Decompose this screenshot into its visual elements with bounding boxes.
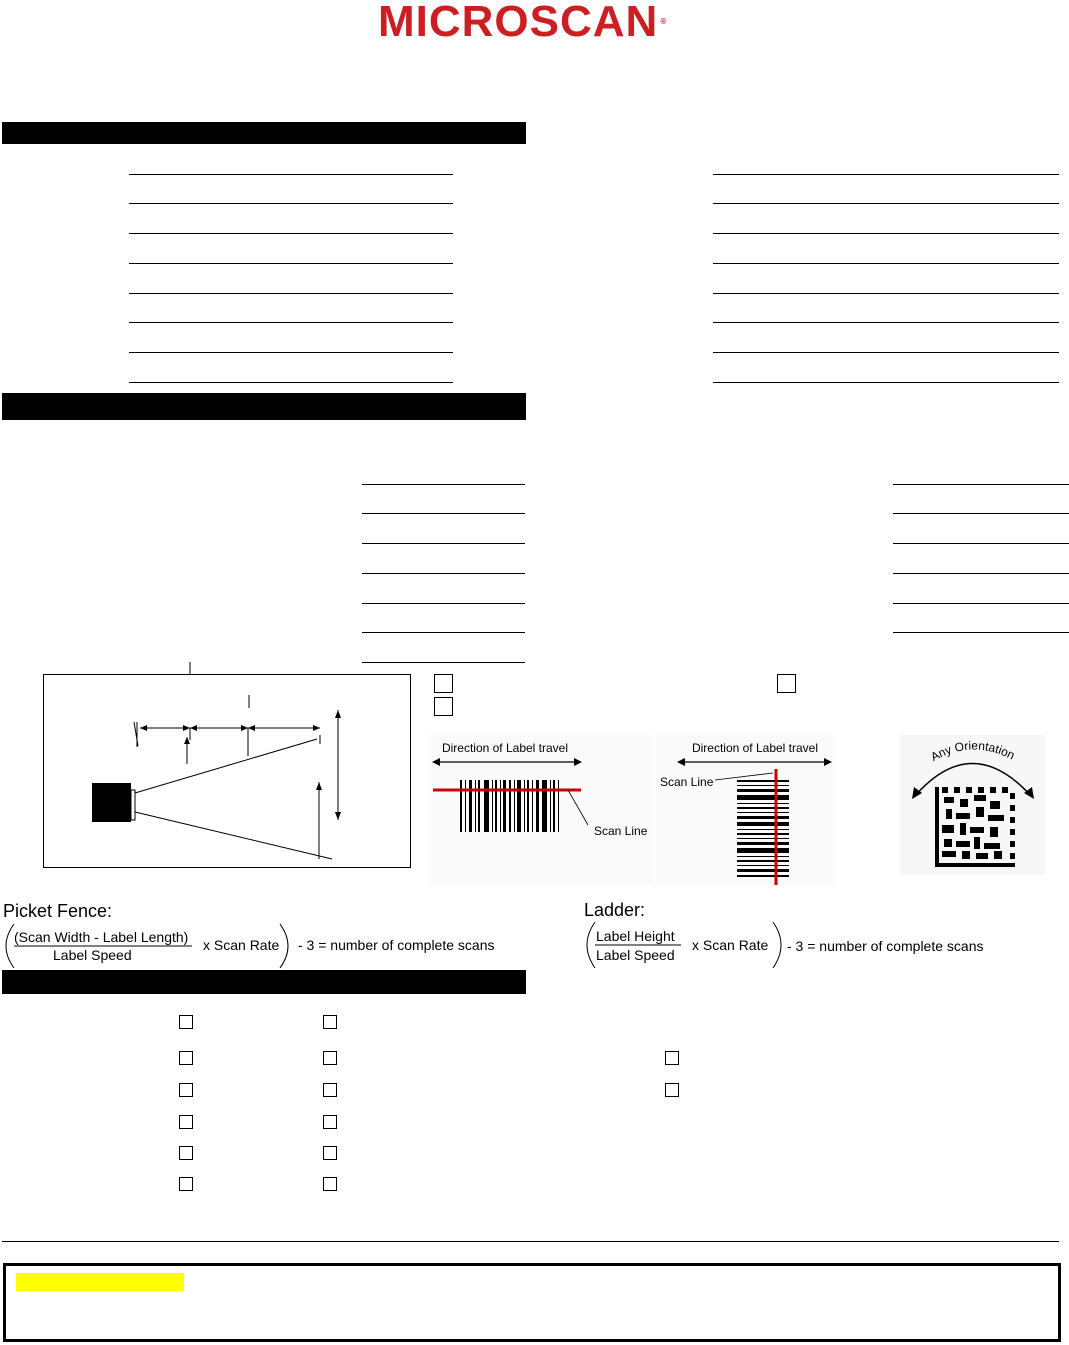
option-checkbox[interactable] [179, 1015, 193, 1029]
mode-checkbox-2[interactable] [434, 697, 453, 716]
field-line[interactable] [362, 573, 525, 574]
field-line[interactable] [713, 322, 1059, 323]
picket-direction-label: Direction of Label travel [441, 741, 569, 755]
field-line[interactable] [362, 603, 525, 604]
field-line[interactable] [362, 484, 525, 485]
ladder-multiplier: x Scan Rate [692, 937, 769, 953]
field-line[interactable] [713, 382, 1059, 383]
scanner-geometry-diagram [40, 660, 415, 872]
option-checkbox[interactable] [665, 1083, 679, 1097]
field-line[interactable] [129, 322, 453, 323]
option-checkbox[interactable] [323, 1051, 337, 1065]
picket-fence-title: Picket Fence: [3, 901, 113, 921]
field-line[interactable] [129, 382, 453, 383]
ladder-direction-label: Direction of Label travel [691, 741, 819, 755]
picket-fence-denominator: Label Speed [53, 947, 132, 963]
ladder-numerator: Label Height [596, 928, 675, 944]
picket-fence-multiplier: x Scan Rate [203, 937, 280, 953]
field-line[interactable] [893, 632, 1069, 633]
field-line[interactable] [713, 203, 1059, 204]
picket-fence-tail: - 3 = number of complete scans [298, 937, 495, 953]
field-line[interactable] [893, 573, 1069, 574]
ladder-denominator: Label Speed [596, 947, 675, 963]
ladder-title: Ladder: [584, 900, 646, 920]
highlight-marker [16, 1273, 184, 1291]
section-header-bar-3 [2, 970, 526, 994]
field-line[interactable] [129, 263, 453, 264]
option-checkbox[interactable] [665, 1051, 679, 1065]
omni-orientation-label: Any Orientation [928, 738, 1018, 765]
field-line[interactable] [362, 513, 525, 514]
option-checkbox[interactable] [179, 1146, 193, 1160]
option-checkbox[interactable] [323, 1115, 337, 1129]
picket-scan-line-label: Scan Line [594, 824, 648, 838]
field-line[interactable] [893, 603, 1069, 604]
option-checkbox[interactable] [179, 1083, 193, 1097]
field-line[interactable] [713, 293, 1059, 294]
logo-text: MICROSCAN [378, 0, 659, 46]
ladder-scan-line-label: Scan Line [660, 775, 714, 789]
field-line[interactable] [362, 632, 525, 633]
mode-checkbox-1[interactable] [434, 674, 453, 693]
field-line[interactable] [713, 263, 1059, 264]
field-line[interactable] [893, 513, 1069, 514]
option-checkbox[interactable] [323, 1015, 337, 1029]
field-line[interactable] [129, 203, 453, 204]
option-checkbox[interactable] [323, 1146, 337, 1160]
picket-fence-formula [2, 921, 522, 971]
field-line[interactable] [713, 352, 1059, 353]
section-header-bar-2 [2, 393, 526, 420]
field-line[interactable] [129, 352, 453, 353]
option-checkbox[interactable] [179, 1051, 193, 1065]
ladder-formula [583, 919, 1023, 971]
trademark-symbol: ® [660, 17, 668, 26]
option-checkbox[interactable] [179, 1177, 193, 1191]
field-line[interactable] [362, 543, 525, 544]
field-line[interactable] [129, 174, 453, 175]
section-header-bar-1 [2, 122, 526, 144]
field-line[interactable] [129, 293, 453, 294]
mode-checkbox-3[interactable] [777, 674, 796, 693]
option-checkbox[interactable] [323, 1177, 337, 1191]
option-checkbox[interactable] [323, 1083, 337, 1097]
omnidirectional-figure [900, 735, 1045, 875]
ladder-tail: - 3 = number of complete scans [787, 938, 984, 954]
field-line[interactable] [713, 233, 1059, 234]
ladder-figure [655, 735, 835, 885]
microscan-logo [378, 0, 667, 44]
option-checkbox[interactable] [179, 1115, 193, 1129]
footer-divider [2, 1241, 1059, 1242]
field-line[interactable] [893, 484, 1069, 485]
field-line[interactable] [129, 233, 453, 234]
field-line[interactable] [713, 174, 1059, 175]
picket-fence-numerator: (Scan Width - Label Length) [14, 929, 189, 945]
picket-fence-figure [428, 735, 653, 885]
notice-box [3, 1263, 1061, 1342]
field-line[interactable] [893, 543, 1069, 544]
